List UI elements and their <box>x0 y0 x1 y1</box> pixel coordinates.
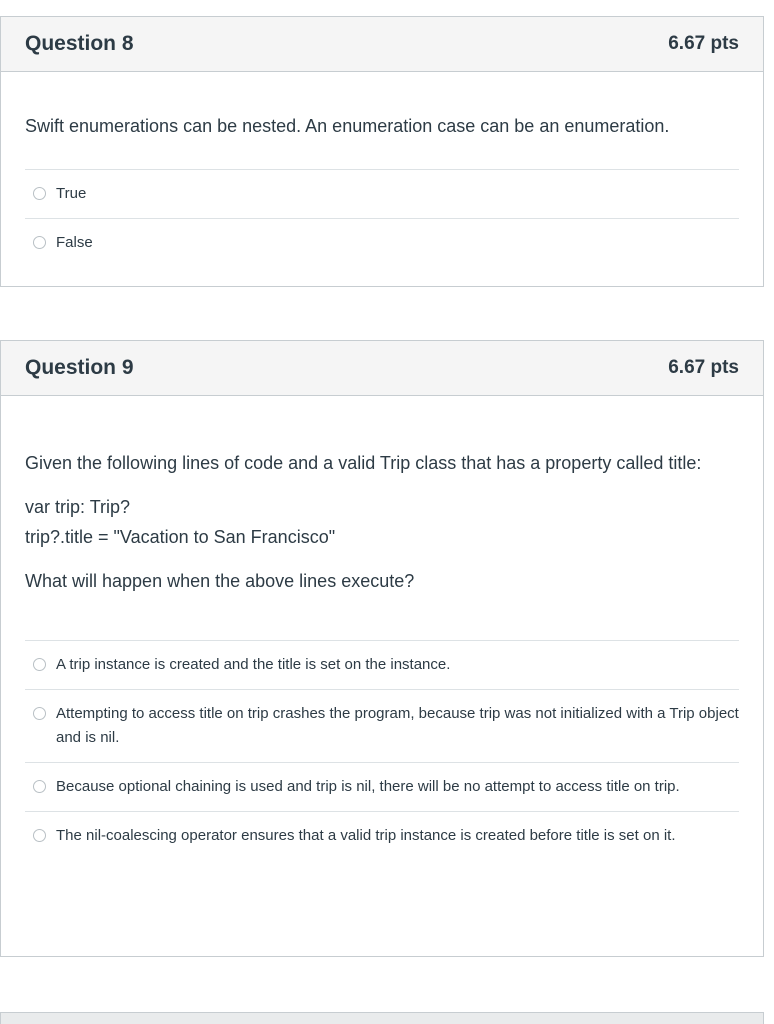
question-title: Question 8 <box>25 32 134 55</box>
question-header <box>1 17 763 72</box>
question-title: Question 9 <box>25 356 134 379</box>
answer-label: False <box>56 234 93 251</box>
answer-label: Because optional chaining is used and trip is nil, there will be no attempt to access title on trip. <box>56 778 680 795</box>
code-line: trip?.title = "Vacation to San Francisco" <box>25 527 336 547</box>
radio-button[interactable] <box>33 829 46 842</box>
answer-label: Attempting to access title on trip crashes the program, because trip was not initialized with a Trip object and is nil. <box>56 705 739 746</box>
answer-option-false[interactable] <box>25 218 739 267</box>
question-body <box>1 111 763 267</box>
question-text <box>25 448 739 596</box>
question-text-line: Given the following lines of code and a valid Trip class that has a property called title: <box>25 453 702 473</box>
radio-button[interactable] <box>33 780 46 793</box>
answer-option-true[interactable] <box>25 169 739 218</box>
question-header <box>1 341 763 396</box>
question-8-card <box>0 16 764 287</box>
answer-label: True <box>56 185 87 202</box>
question-points: 6.67 pts <box>668 33 739 54</box>
question-text <box>25 111 739 141</box>
answer-list <box>25 169 739 267</box>
question-points: 6.67 pts <box>668 357 739 378</box>
answer-label: The nil-coalescing operator ensures that a valid trip instance is created before title is set on it. <box>56 827 676 844</box>
code-line: var trip: Trip? <box>25 497 131 517</box>
answer-list <box>25 640 739 860</box>
radio-button[interactable] <box>33 236 46 249</box>
answer-option-b[interactable] <box>25 689 739 762</box>
next-question-header-edge <box>0 1012 764 1024</box>
radio-button[interactable] <box>33 187 46 200</box>
answer-option-a[interactable] <box>25 640 739 689</box>
radio-button[interactable] <box>33 707 46 720</box>
question-text-line: Swift enumerations can be nested. An enumeration case can be an enumeration. <box>25 116 670 136</box>
question-9-card <box>0 340 764 957</box>
question-text-line: What will happen when the above lines execute? <box>25 571 415 591</box>
radio-button[interactable] <box>33 658 46 671</box>
answer-option-c[interactable] <box>25 762 739 811</box>
answer-label: A trip instance is created and the title is set on the instance. <box>56 656 451 673</box>
question-body <box>1 448 763 860</box>
answer-option-d[interactable] <box>25 811 739 860</box>
